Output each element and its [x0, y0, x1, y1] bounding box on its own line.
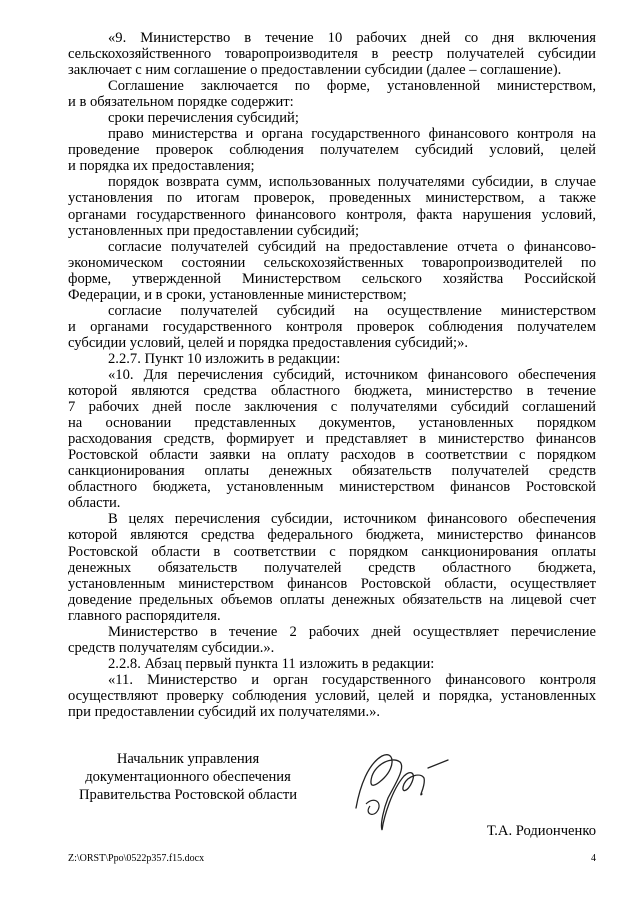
- text-line: форме, утвержденной Министерством сельского хозяйства Российской: [68, 270, 596, 287]
- text-line: на основании представленных документов, установленных порядком: [68, 415, 596, 432]
- position-line: документационного обеспечения: [85, 769, 291, 785]
- paragraph: [68, 511, 596, 623]
- text-line: В целях перечисления субсидии, источником финансового обеспечения: [108, 511, 596, 528]
- text-line: 7 рабочих дней после заключения с получателями субсидий соглашений: [68, 399, 596, 416]
- text-line: и в обязательном порядке содержит:: [68, 94, 294, 111]
- text-line: Министерство в течение 2 рабочих дней осуществляет перечисление: [108, 623, 596, 640]
- text-line: субсидии условий, целей и порядка предоставления субсидий;».: [68, 334, 469, 351]
- handwritten-signature: [338, 746, 458, 836]
- text-line: право министерства и органа государственного финансового контроля на: [108, 126, 596, 143]
- text-line: которой являются средства федерального бюджета, министерство финансов: [68, 527, 596, 544]
- text-line: Федерации, и в сроки, установленные министерством;: [68, 286, 407, 303]
- position-line: Начальник управления: [116, 751, 260, 767]
- paragraph: [68, 239, 596, 303]
- text-line: органами государственного финансового контроля, факта нарушения условий,: [68, 206, 596, 223]
- footer-file-path: Z:\ORST\Ppo\0522p357.f15.docx: [68, 853, 205, 864]
- text-line: 2.2.7. Пункт 10 изложить в редакции:: [108, 350, 341, 367]
- text-line: которой являются средства областного бюджета, министерство в течение: [68, 383, 596, 400]
- text-line: согласие получателей субсидий на предоставление отчета о финансово-: [108, 238, 596, 255]
- paragraph: [68, 656, 596, 672]
- text-line: «10. Для перечисления субсидий, источником финансового обеспечения: [108, 366, 596, 383]
- text-line: Ростовской области заявки на оплату расходов в соответствии с порядком: [68, 447, 596, 464]
- paragraph: [68, 624, 596, 656]
- text-line: Соглашение заключается по форме, установленной министерством,: [108, 78, 596, 95]
- text-line: и порядка их предоставления;: [68, 158, 255, 175]
- text-line: проведение проверок соблюдения получателем субсидий условий, целей: [68, 142, 596, 159]
- position-line: Правительства Ростовской области: [78, 787, 298, 803]
- text-line: экономическом состоянии сельскохозяйственных товаропроизводителей по: [68, 254, 596, 271]
- paragraph: [68, 110, 596, 126]
- document-body: [68, 30, 596, 720]
- text-line: установленных при предоставлении субсидий;: [68, 222, 360, 239]
- text-line: санкционирования оплаты денежных обязательств получателей средств: [68, 463, 596, 480]
- text-line: денежных обязательств получателей средств областного бюджета,: [68, 559, 596, 576]
- text-line: «11. Министерство и орган государственного финансового контроля: [108, 671, 596, 688]
- text-line: сельскохозяйственного товаропроизводителя в реестр получателей субсидии: [68, 46, 596, 63]
- paragraph: [68, 367, 596, 511]
- text-line: 2.2.8. Абзац первый пункта 11 изложить в редакции:: [108, 655, 435, 672]
- text-line: установленным министерством финансов Ростовской области, осуществляет: [68, 575, 596, 592]
- text-line: главного распорядителя.: [68, 607, 221, 624]
- paragraph: [68, 351, 596, 367]
- signatory-position: [68, 750, 308, 804]
- text-line: доведение предельных объемов оплаты денежных обязательств на лицевой счет: [68, 591, 596, 608]
- text-line: установления по итогам проверок, проведенных министерством, а также: [68, 190, 596, 207]
- text-line: при предоставлении субсидий их получателями.».: [68, 703, 381, 720]
- paragraph: [68, 303, 596, 351]
- text-line: областного бюджета, установленным министерством финансов Ростовской: [68, 479, 596, 496]
- paragraph: [68, 78, 596, 110]
- paragraph: [68, 672, 596, 720]
- text-line: сроки перечисления субсидий;: [108, 110, 299, 127]
- text-line: заключает с ним соглашение о предоставлении субсидии (далее – соглашение).: [68, 62, 562, 79]
- text-line: порядок возврата сумм, использованных получателями субсидии, в случае: [108, 174, 596, 191]
- text-line: расходования средств, формирует и представляет в министерство финансов: [68, 431, 596, 448]
- text-line: области.: [68, 495, 121, 512]
- text-line: осуществляют проверку соблюдения условий, целей и порядка, установленных: [68, 687, 596, 704]
- text-line: Ростовской области в соответствии с порядком санкционирования оплаты: [68, 543, 596, 560]
- paragraph: [68, 174, 596, 238]
- text-line: и органами государственного контроля проверок соблюдения получателем: [68, 318, 596, 335]
- text-line: «9. Министерство в течение 10 рабочих дней со дня включения: [108, 30, 596, 46]
- text-line: средств получателям субсидии.».: [68, 639, 275, 656]
- paragraph: [68, 126, 596, 174]
- text-line: согласие получателей субсидий на осуществление министерством: [108, 302, 596, 319]
- page-number: 4: [591, 853, 596, 864]
- paragraph: [68, 30, 596, 78]
- signatory-name: Т.А. Родионченко: [486, 823, 596, 839]
